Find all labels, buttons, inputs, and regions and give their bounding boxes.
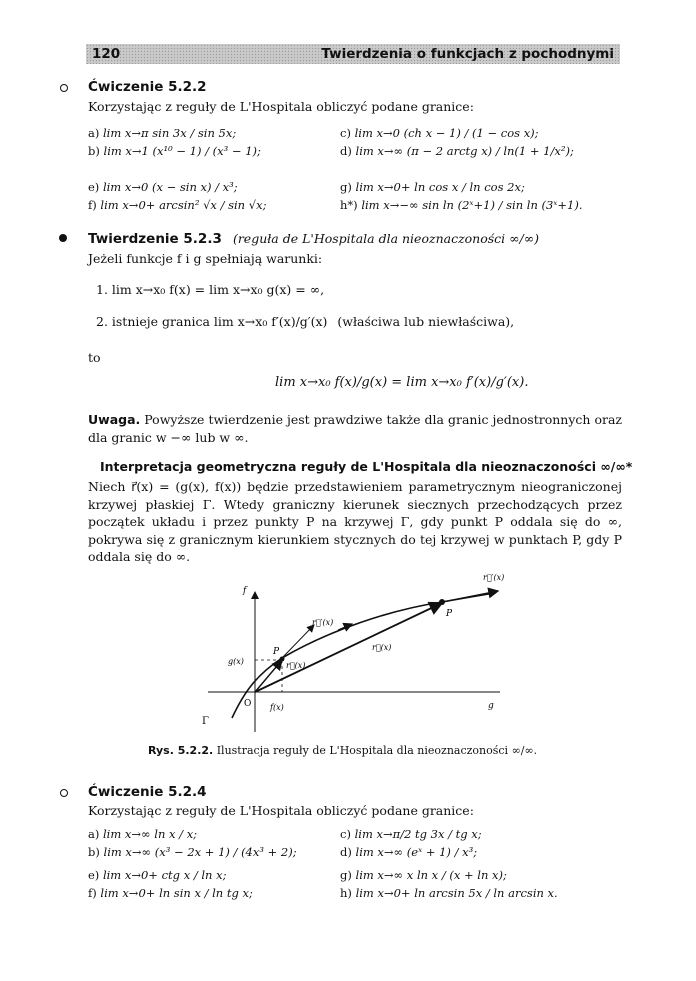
page-number: 120 xyxy=(92,46,121,62)
exercise-1-item-c: c) lim x→0 (ch x − 1) / (1 − cos x); xyxy=(340,126,539,140)
label-origin: O xyxy=(244,699,252,709)
curve-gamma xyxy=(232,593,495,718)
label-r-1: r⃗(x) xyxy=(286,661,306,670)
label-f-of-x: f(x) xyxy=(270,703,284,712)
label-r-prime-2: r⃗′(x) xyxy=(483,573,505,582)
label-gamma: Γ xyxy=(202,716,209,727)
remark-text: Powyższe twierdzenie jest prawdziwe także dla granic jednostronnych oraz dla granic w −∞ lub w ∞. xyxy=(88,412,622,445)
exercise-1-item-f: f) lim x→0+ arcsin² √x / sin √x; xyxy=(88,198,267,212)
exercise-1-item-h: h*) lim x→−∞ sin ln (2ˣ+1) / sin ln (3ˣ+1). xyxy=(340,198,583,212)
exercise-1-item-a: a) lim x→π sin 3x / sin 5x; xyxy=(88,126,237,140)
point-p-2 xyxy=(439,599,445,605)
exercise-1-instruction: Korzystając z reguły de L'Hospitala obliczyć podane granice: xyxy=(88,99,474,114)
exercise-2-item-b: b) lim x→∞ (x³ − 2x + 1) / (4x³ + 2); xyxy=(88,845,297,859)
exercise-1-item-b: b) lim x→1 (x¹⁰ − 1) / (x³ − 1); xyxy=(88,144,261,158)
theorem-condition-2: 2. istnieje granica lim x→x₀ f′(x)/g′(x) (właściwa lub niewłaściwa), xyxy=(96,314,515,329)
exercise-2-item-g: g) lim x→∞ x ln x / (x + ln x); xyxy=(340,868,507,882)
label-f-axis: f xyxy=(243,586,247,596)
label-r-prime-1: r⃗′(x) xyxy=(312,618,334,627)
label-p-1: P xyxy=(273,647,280,657)
tangent-2 xyxy=(442,591,498,602)
theorem-subtitle: (reguła de L'Hospitala dla nieoznaczoności ∞/∞) xyxy=(232,231,540,246)
interpretation-title: Interpretacja geometryczna reguły de L'Hospitala dla nieoznaczoności ∞/∞* xyxy=(100,459,633,474)
remark-label: Uwaga. xyxy=(88,412,141,427)
exercise-bullet-icon xyxy=(60,789,68,797)
label-g-of-x: g(x) xyxy=(228,657,244,666)
tangent-1 xyxy=(282,625,314,658)
exercise-1-title: Ćwiczenie 5.2.2 xyxy=(88,79,207,95)
chapter-title: Twierdzenia o funkcjach z pochodnymi xyxy=(321,46,614,62)
label-r-2: r⃗(x) xyxy=(372,643,392,652)
exercise-1-item-e: e) lim x→0 (x − sin x) / x³; xyxy=(88,180,238,194)
exercise-2-item-c: c) lim x→π/2 tg 3x / tg x; xyxy=(340,827,482,841)
point-p-1 xyxy=(280,657,285,662)
exercise-1-item-d: d) lim x→∞ (π − 2 arctg x) / ln(1 + 1/x²); xyxy=(340,144,574,158)
theorem-intro: Jeżeli funkcje f i g spełniają warunki: xyxy=(88,251,323,266)
exercise-2-item-f: f) lim x→0+ ln sin x / ln tg x; xyxy=(88,886,253,900)
exercise-2-item-e: e) lim x→0+ ctg x / ln x; xyxy=(88,868,227,882)
exercise-2-item-a: a) lim x→∞ ln x / x; xyxy=(88,827,198,841)
exercise-2-instruction: Korzystając z reguły de L'Hospitala obliczyć podane granice: xyxy=(88,803,474,818)
label-p-2: P xyxy=(446,609,453,619)
theorem-then: to xyxy=(88,350,101,365)
label-g-axis: g xyxy=(488,701,494,711)
vector-r-2 xyxy=(255,603,442,692)
interpretation-text: Niech r⃗(x) = (g(x), f(x)) będzie przedstawieniem parametrycznym nieograniczonej krzywej płaskiej Γ. Wtedy graniczny kierunek siecznych przechodzących przez początek układu i przez punkty P na krzywej Γ, gdy punkt P oddala się do ∞, pokrywa się z granicznym kierunkiem stycznych do tej krzywej w punktach P, gdy P oddala się do ∞. xyxy=(88,479,622,564)
exercise-1-item-g: g) lim x→0+ ln cos x / ln cos 2x; xyxy=(340,180,525,194)
exercise-2-item-h: h) lim x→0+ ln arcsin 5x / ln arcsin x. xyxy=(340,886,558,900)
exercise-2-item-d: d) lim x→∞ (eˣ + 1) / x³; xyxy=(340,845,478,859)
figure-caption: Rys. 5.2.2. Ilustracja reguły de L'Hospitala dla nieoznaczoności ∞/∞. xyxy=(148,744,538,757)
exercise-2-title: Ćwiczenie 5.2.4 xyxy=(88,784,207,800)
theorem-condition-1: 1. lim x→x₀ f(x) = lim x→x₀ g(x) = ∞, xyxy=(96,282,325,297)
theorem-conclusion: lim x→x₀ f(x)/g(x) = lim x→x₀ f′(x)/g′(x). xyxy=(275,375,529,390)
theorem-title: Twierdzenie 5.2.3 xyxy=(88,231,222,247)
